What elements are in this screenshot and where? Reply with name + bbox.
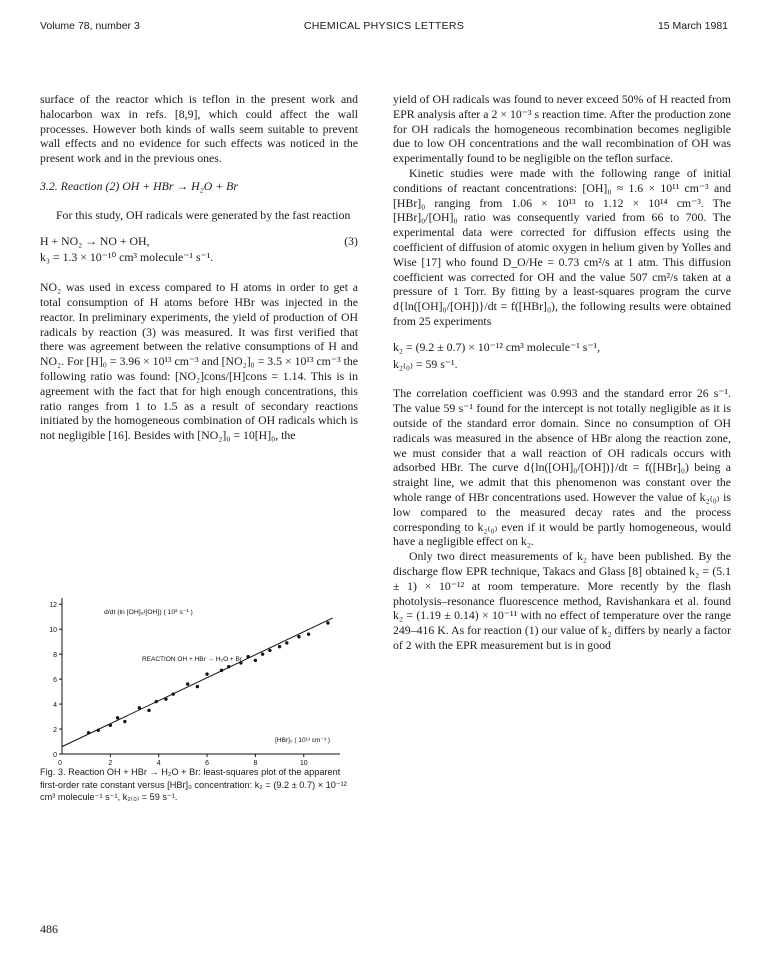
figure-caption: Fig. 3. Reaction OH + HBr → H₂O + Br: least-squares plot of the apparent first-order rate constant versus [HBr]₀ concentration: k₂ = (9.2 ± 0.7) × 10⁻¹² cm³ molecule⁻¹ s⁻¹, k₂₍₀₎ = 59 s⁻¹. <box>40 767 347 802</box>
x-tick-label: 4 <box>156 760 161 767</box>
data-point <box>164 697 167 700</box>
data-point <box>268 649 271 652</box>
x-tick-label: 6 <box>205 760 209 767</box>
data-point <box>123 720 126 723</box>
figure-3-chart <box>40 578 358 768</box>
data-point <box>109 724 112 727</box>
x-tick-label: 8 <box>253 760 258 767</box>
equation-text: H + NO₂ → NO + OH, <box>40 233 150 248</box>
data-point <box>205 672 208 675</box>
data-point <box>97 729 100 732</box>
y-tick-label: 10 <box>49 627 57 635</box>
y-tick-label: 0 <box>53 752 57 759</box>
paragraph: surface of the reactor which is teflon in the present work and halocarbon wax in refs. [8,9], which could affect the wall processes. However both kinds of walls seem suitable to prevent wall effects and no evidence for such effects was noticed in the present work and in the previous ones. <box>40 92 358 166</box>
reaction-label: REACTION OH + HBr → H₂O + Br <box>142 656 243 663</box>
equation-3 <box>40 234 358 249</box>
data-point <box>138 706 141 709</box>
data-point <box>254 659 257 662</box>
paragraph: The correlation coefficient was 0.993 and the standard error 26 s⁻¹. The value 59 s⁻¹ found for the intercept is not totally negligible as it is outside of the standard error domain. Since no consumption of OH radicals was measured in the absence of HBr along the reaction zone, we must consider that a wall reaction of OH radicals occurs with adsorbed HBr. The curve d{ln([OH]₀/[OH])}/dt = f([HBr]₀) being a straight line, we admit that this phenomenon was constant over the whole range of HBr concentrations used. However the value of k₂₍₀₎ is low compared to the measured decay rates and the process corresponding to k₂₍₀₎ even if it would be partly homogeneous, would have a negligible effect on k₂. <box>393 386 731 549</box>
journal-title: CHEMICAL PHYSICS LETTERS <box>303 20 465 32</box>
y-axis-label: d/dt (ln [OH]₀/[OH]) ( 10² s⁻¹ ) <box>104 609 193 616</box>
origin-label: 0 <box>58 760 62 767</box>
data-point <box>196 685 199 688</box>
data-point <box>220 669 223 672</box>
intercept-k20: k₂₍₀₎ = 59 s⁻¹. <box>393 356 458 371</box>
data-point <box>155 700 158 703</box>
x-tick-label: 10 <box>299 760 308 767</box>
data-point <box>297 635 300 638</box>
y-tick-label: 2 <box>53 727 57 735</box>
issue-date: 15 March 1981 <box>657 20 728 32</box>
data-point <box>285 641 288 644</box>
fit-line <box>62 618 333 747</box>
y-tick-label: 12 <box>49 602 57 610</box>
right-column <box>393 92 731 653</box>
paragraph: NO₂ was used in excess compared to H atoms in order to get a total consumption of H atoms before HBr was injected in the reactor. In preliminary experiments, the yield of production of OH radicals by reaction (3) was measured. It was first verified that there was agreement between the relative consumptions of H and NO₂. For [H]₀ = 3.96 × 10¹³ cm⁻³ and [NO₂]₀ = 3.5 × 10¹³ cm⁻³ the following ratio was found: [NO₂]cons/[H]cons = 1.14. This is in agreement with the fact that for high enough concentrations, this ratio ranges from 1 to 1.5 as a result of secondary reactions initiated by the homogeneous combination of OH radicals which is not negligible [16]. Besides with [NO₂]₀ = 10[H]₀, the <box>40 280 358 443</box>
y-tick-label: 8 <box>53 652 57 660</box>
paragraph: For this study, OH radicals were generated by the fast reaction <box>56 207 351 222</box>
rate-constant-k3: k₃ = 1.3 × 10⁻¹⁰ cm³ molecule⁻¹ s⁻¹. <box>40 250 214 265</box>
data-point <box>246 655 249 658</box>
equation-number: (3) <box>344 233 358 248</box>
paragraph: Only two direct measurements of k₂ have been published. By the discharge flow EPR technique, Takacs and Glass [8] obtained k₂ = (5.1 ± 1) × 10⁻¹² at room temperature. More recently by the flash photolysis–resonance fluorescence method, Ravishankara et al. found k₂ = (1.19 ± 0.14) × 10⁻¹¹ with no effect of temperature over the range 249–416 K. As for reaction (1) our value of k₂ differs by nearly a factor of 2 with the EPR measurement but is in good <box>393 549 731 652</box>
section-heading: 3.2. Reaction (2) OH + HBr → H₂O + Br <box>40 178 238 193</box>
x-axis-label: [HBr]₀ ( 10¹³ cm⁻³ ) <box>275 737 330 744</box>
data-point <box>87 731 90 734</box>
rate-constant-k2: k₂ = (9.2 ± 0.7) × 10⁻¹² cm³ molecule⁻¹ s⁻¹, <box>393 339 601 354</box>
data-point <box>186 682 189 685</box>
running-header <box>40 20 728 36</box>
data-point <box>116 716 119 719</box>
data-point <box>261 652 264 655</box>
data-point <box>307 632 310 635</box>
data-point <box>326 621 329 624</box>
y-tick-label: 6 <box>53 677 57 685</box>
data-point <box>278 645 281 648</box>
left-column <box>40 92 358 443</box>
volume-label: Volume 78, number 3 <box>40 20 140 32</box>
paragraph: yield of OH radicals was found to never exceed 50% of H reacted from EPR analysis after a 2 × 10⁻³ s reaction time. After the production zone for OH radicals the homogeneous recombination becomes negligible due to low OH concentrations and the wall recombination of OH was experimentally found to be negligible on the teflon surface. <box>393 92 731 166</box>
data-point <box>172 692 175 695</box>
data-point <box>147 709 150 712</box>
paragraph: Kinetic studies were made with the following range of initial conditions of reactant concentrations: [OH]₀ ≈ 1.6 × 10¹¹ cm⁻³ and [HBr]₀ ranging from 1.06 × 10¹³ to 1.12 × 10¹⁴ cm⁻³. The [HBr]₀/[OH]₀ ratio was consequently varied from 66 to 700. The experimental data were corrected for diffusion effects using the coefficient of diffusion of atomic oxygen in helium given by Yolles and Wise [17] who found D_O/He = 0.73 cm²/s at 1 atm. This diffusion coefficient was corrected for OH and the value 507 cm²/s taken at a pressure of 1 Torr. By fitting by a least-squares program the curve d{ln([OH]₀/[OH])}/dt = f([HBr]₀), the following results were obtained from 25 experiments <box>393 165 731 328</box>
x-tick-label: 2 <box>108 760 113 767</box>
data-point <box>227 665 230 668</box>
y-tick-label: 4 <box>53 702 57 710</box>
page-number: 486 <box>40 922 58 936</box>
